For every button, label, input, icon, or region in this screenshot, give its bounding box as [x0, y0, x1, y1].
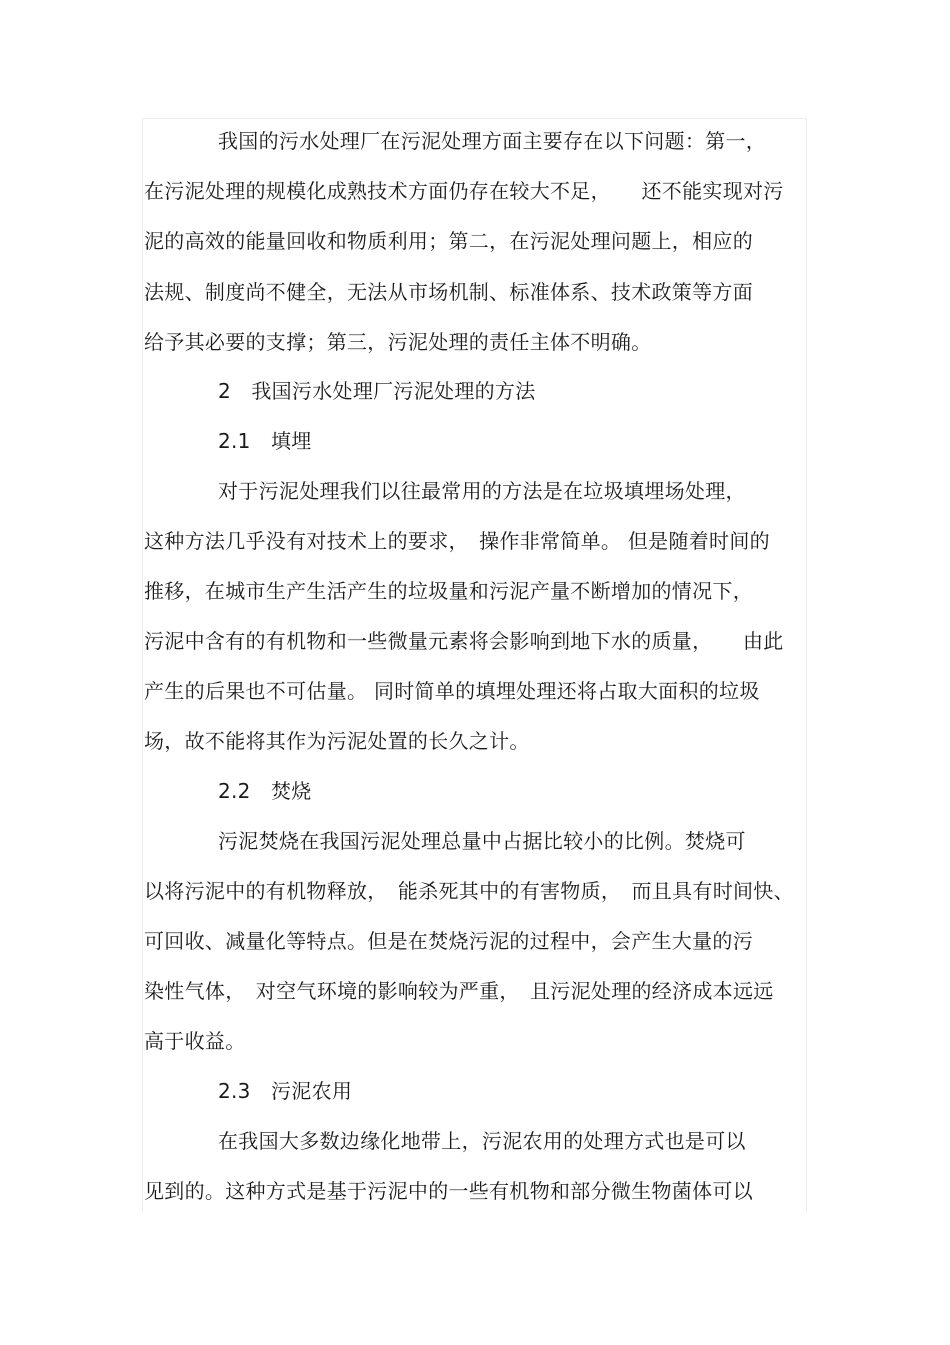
paragraph-line: 染性气体， 对空气环境的影响较为严重， 且污泥处理的经济成本远远	[144, 979, 774, 1003]
subsection-heading: 2.3 污泥农用	[218, 1079, 353, 1103]
paragraph-line: 我国的污水处理厂在污泥处理方面主要存在以下问题：第一，	[218, 129, 767, 153]
paragraph-line: 产生的后果也不可估量。 同时简单的填埋处理还将占取大面积的垃圾	[144, 679, 760, 703]
paragraph-line: 污泥中含有的有机物和一些微量元素将会影响到地下水的质量， 由此	[144, 629, 784, 653]
paragraph-line: 可回收、减量化等特点。但是在焚烧污泥的过程中，会产生大量的污	[144, 929, 753, 953]
paragraph-line: 推移，在城市生产生活产生的垃圾量和污泥产量不断增加的情况下，	[144, 579, 753, 603]
paragraph-line: 高于收益。	[144, 1029, 246, 1053]
paragraph-line: 法规、制度尚不健全，无法从市场机制、标准体系、技术政策等方面	[144, 280, 753, 304]
paragraph-line: 在我国大多数边缘化地带上，污泥农用的处理方式也是可以	[218, 1129, 746, 1153]
paragraph-line: 对于污泥处理我们以往最常用的方法是在垃圾填埋场处理，	[218, 479, 746, 503]
section-heading: 2 我国污水处理厂污泥处理的方法	[218, 379, 536, 403]
paragraph-line: 以将污泥中的有机物释放， 能杀死其中的有害物质， 而且具有时间快、	[144, 879, 794, 903]
paragraph-line: 污泥焚烧在我国污泥处理总量中占据比较小的比例。焚烧可	[218, 829, 746, 853]
paragraph-line: 泥的高效的能量回收和物质利用；第二，在污泥处理问题上，相应的	[144, 229, 753, 253]
paragraph-line: 在污泥处理的规模化成熟技术方面仍存在较大不足， 还不能实现对污	[144, 179, 784, 203]
paragraph-line: 给予其必要的支撑；第三，污泥处理的责任主体不明确。	[144, 330, 652, 354]
paragraph-line: 见到的。这种方式是基于污泥中的一些有机物和部分微生物菌体可以	[144, 1179, 753, 1203]
subsection-heading: 2.1 填埋	[218, 429, 312, 453]
subsection-heading: 2.2 焚烧	[218, 779, 312, 803]
paragraph-line: 这种方法几乎没有对技术上的要求， 操作非常简单。 但是随着时间的	[144, 529, 770, 553]
paragraph-line: 场，故不能将其作为污泥处置的长久之计。	[144, 729, 530, 753]
